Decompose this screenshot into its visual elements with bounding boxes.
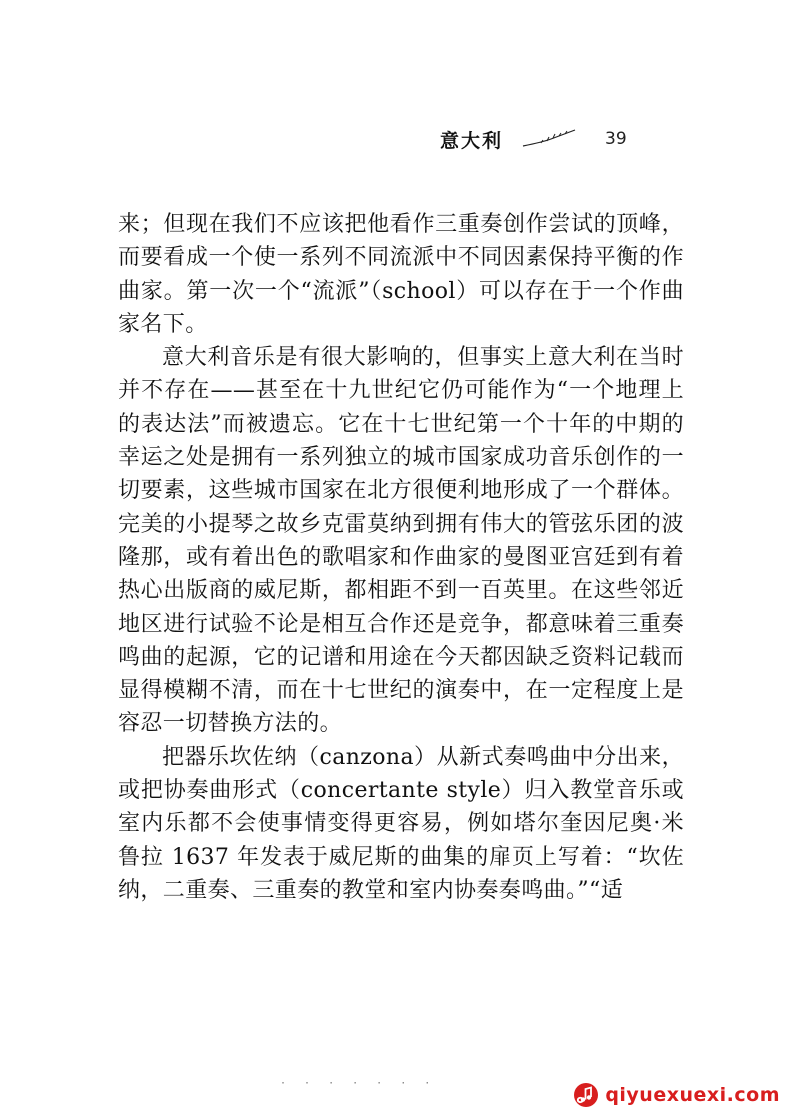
chapter-title: 意大利 <box>440 129 504 152</box>
watermark <box>573 1082 780 1108</box>
paragraph-italian-music: 意大利音乐是有很大影响的，但事实上意大利在当时并不存在——甚至在十九世纪它仍可能作为“一个地理上的表达法”而被遗忘。它在十七世纪第一个十年的中期的幸运之处是拥有一系列独立的城市国家成功音乐创作的一切要素，这些城市国家在北方很便利地形成了一个群体。完美的小提琴之故乡克雷莫纳到拥有伟大的管弦乐团的波隆那，或有着出色的歌唱家和作曲家的曼图亚宫廷到有着热心出版商的威尼斯，都相距不到一百英里。在这些邻近地区进行试验不论是相互合作还是竞争，都意味着三重奏鸣曲的起源，它的记谱和用途在今天都因缺乏资料记载而显得模糊不清，而在十七世纪的演奏中，在一定程度上是容忍一切替换方法的。 <box>118 345 684 737</box>
footer-scan-marks: · · · · · · · <box>280 1078 437 1089</box>
running-head <box>440 124 627 154</box>
watermark-text: qiyuexuexi.com <box>605 1084 780 1106</box>
decorative-flourish-icon <box>521 128 577 150</box>
paragraph-continuation: 来；但现在我们不应该把他看作三重奏创作尝试的顶峰，而要看成一个使一系列不同流派中不同因素保持平衡的作曲家。第一次一个“流派”（school）可以存在于一个作曲家名下。 <box>118 212 684 337</box>
page-number: 39 <box>605 129 627 149</box>
body-text <box>118 208 684 907</box>
paragraph-canzona: 把器乐坎佐纳（canzona）从新式奏鸣曲中分出来，或把协奏曲形式（concertante style）归入教堂音乐或室内乐都不会使事情变得更容易，例如塔尔奎因尼奥·米鲁拉 1637 年发表于威尼斯的曲集的扉页上写着：“坎佐纳，二重奏、三重奏的教堂和室内协奏奏鸣曲。”“适 <box>118 744 684 903</box>
music-note-logo-icon <box>573 1082 599 1108</box>
